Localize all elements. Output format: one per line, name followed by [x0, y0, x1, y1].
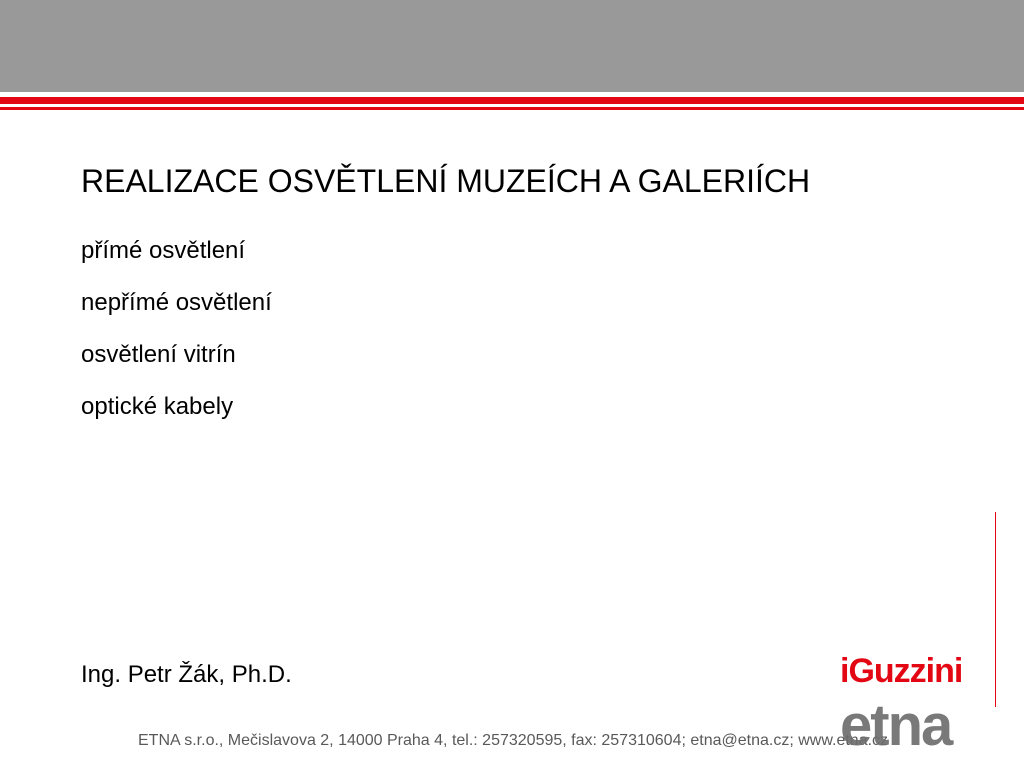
header-band [0, 0, 1024, 92]
slide-title: REALIZACE OSVĚTLENÍ MUZEÍCH A GALERIÍCH [81, 163, 811, 199]
logo-divider-line [995, 512, 996, 707]
bullet-list [81, 235, 272, 443]
bullet-item: přímé osvětlení [81, 237, 246, 264]
bullet-item: optické kabely [81, 393, 234, 420]
author-name: Ing. Petr Žák, Ph.D. [81, 661, 292, 688]
footer-contact: ETNA s.r.o., Mečislavova 2, 14000 Praha 4, tel.: 257320595, fax: 257310604; etna@etna.cz; www.etna.cz [138, 732, 889, 749]
bullet-item: osvětlení vitrín [81, 341, 236, 368]
bullet-item: nepřímé osvětlení [81, 289, 272, 316]
etna-logo: etna [840, 693, 952, 758]
header-stripe-thin [0, 107, 1024, 110]
header-stripe-thick [0, 97, 1024, 104]
iguzzini-logo: iGuzzini [840, 652, 963, 690]
